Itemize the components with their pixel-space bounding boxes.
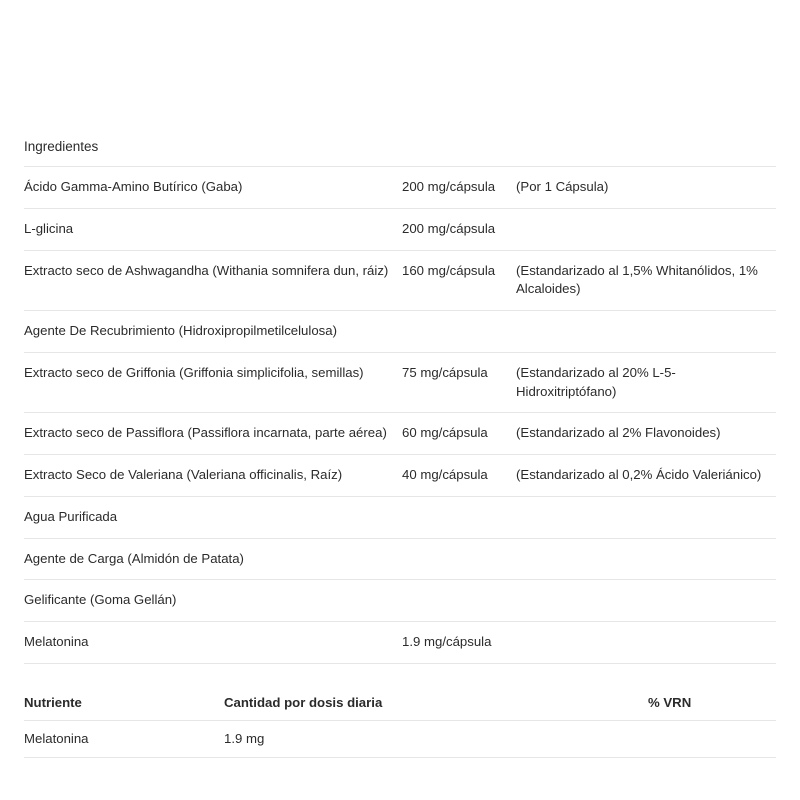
- ingredient-note: [516, 538, 776, 580]
- table-row: [24, 720, 776, 757]
- ingredient-note: (Estandarizado al 2% Flavonoides): [516, 413, 776, 455]
- ingredient-amount: [402, 538, 516, 580]
- ingredient-note: [516, 622, 776, 664]
- ingredient-name: Agente De Recubrimiento (Hidroxipropilmetilcelulosa): [24, 311, 402, 353]
- ingredient-name: Extracto Seco de Valeriana (Valeriana officinalis, Raíz): [24, 455, 402, 497]
- ingredient-name: Gelificante (Goma Gellán): [24, 580, 402, 622]
- ingredient-amount: [402, 496, 516, 538]
- ingredient-name: Agua Purificada: [24, 496, 402, 538]
- ingredient-note: (Por 1 Cápsula): [516, 167, 776, 209]
- table-row: [24, 167, 776, 209]
- table-row: [24, 496, 776, 538]
- table-row: [24, 413, 776, 455]
- ingredient-name: Extracto seco de Griffonia (Griffonia simplicifolia, semillas): [24, 352, 402, 412]
- ingredient-note: (Estandarizado al 20% L-5-Hidroxitriptófano): [516, 352, 776, 412]
- table-row: [24, 622, 776, 664]
- ingredient-note: (Estandarizado al 1,5% Whitanólidos, 1% Alcaloides): [516, 250, 776, 310]
- table-row: [24, 352, 776, 412]
- table-row: [24, 538, 776, 580]
- ingredient-note: (Estandarizado al 0,2% Ácido Valeriánico): [516, 455, 776, 497]
- table-row: [24, 208, 776, 250]
- ingredient-amount: 40 mg/cápsula: [402, 455, 516, 497]
- table-row: [24, 455, 776, 497]
- nutrients-table: [24, 684, 776, 758]
- ingredient-amount: 200 mg/cápsula: [402, 167, 516, 209]
- ingredient-name: Agente de Carga (Almidón de Patata): [24, 538, 402, 580]
- table-row: [24, 580, 776, 622]
- column-header-vrn: % VRN: [648, 684, 776, 721]
- ingredient-note: [516, 580, 776, 622]
- ingredient-name: Melatonina: [24, 622, 402, 664]
- column-header-amount: Cantidad por dosis diaria: [224, 684, 648, 721]
- ingredient-name: Extracto seco de Ashwagandha (Withania somnifera dun, ráiz): [24, 250, 402, 310]
- ingredient-amount: 75 mg/cápsula: [402, 352, 516, 412]
- ingredient-name: Ácido Gamma-Amino Butírico (Gaba): [24, 167, 402, 209]
- ingredient-amount: 200 mg/cápsula: [402, 208, 516, 250]
- nutrient-amount: 1.9 mg: [224, 720, 648, 757]
- ingredient-note: [516, 311, 776, 353]
- nutrient-name: Melatonina: [24, 720, 224, 757]
- table-row: [24, 311, 776, 353]
- nutrients-table-body: [24, 720, 776, 757]
- nutrients-table-head: [24, 684, 776, 721]
- table-row: [24, 250, 776, 310]
- ingredients-table: [24, 166, 776, 664]
- nutrient-vrn: [648, 720, 776, 757]
- ingredient-amount: 160 mg/cápsula: [402, 250, 516, 310]
- column-header-nutrient: Nutriente: [24, 684, 224, 721]
- ingredient-note: [516, 208, 776, 250]
- ingredients-table-body: [24, 167, 776, 664]
- ingredient-amount: 1.9 mg/cápsula: [402, 622, 516, 664]
- ingredient-note: [516, 496, 776, 538]
- ingredient-name: Extracto seco de Passiflora (Passiflora incarnata, parte aérea): [24, 413, 402, 455]
- page-title: Ingredientes: [24, 139, 99, 154]
- table-header-row: [24, 684, 776, 721]
- ingredient-name: L-glicina: [24, 208, 402, 250]
- ingredient-amount: 60 mg/cápsula: [402, 413, 516, 455]
- ingredient-amount: [402, 311, 516, 353]
- ingredient-amount: [402, 580, 516, 622]
